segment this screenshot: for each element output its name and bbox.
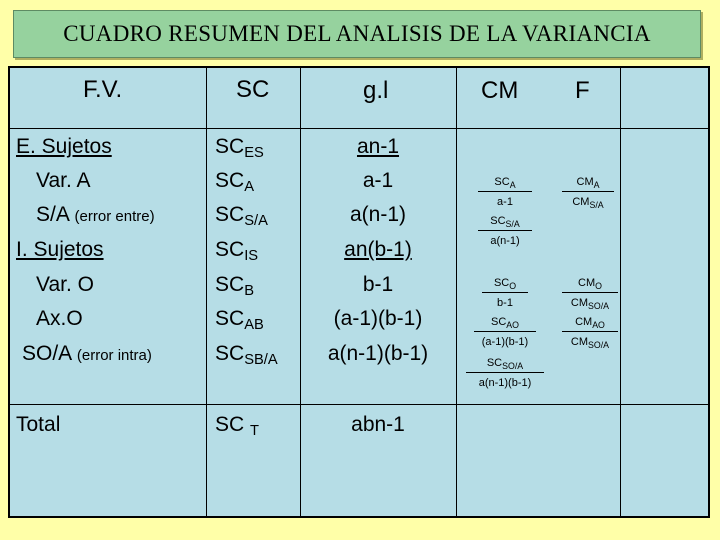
- fv-row: E. Sujetos: [16, 135, 112, 158]
- page-title: CUADRO RESUMEN DEL ANALISIS DE LA VARIANCIA: [13, 10, 701, 58]
- gl-row: b-1: [362, 273, 394, 296]
- row-divider: [8, 128, 710, 129]
- gl-row: an-1: [356, 135, 400, 158]
- header-f: F: [575, 77, 590, 104]
- sc-row: $SC_{AB}$: [215, 307, 264, 333]
- header-fv: F.V.: [83, 76, 123, 103]
- f-fraction: $CM_{AO}$ $CM_{SO/A}$: [562, 315, 618, 349]
- row-divider: [8, 404, 710, 405]
- f-fraction: $CM_A$ $CM_{S/A}$: [562, 175, 614, 209]
- header-gl: g.l: [363, 77, 389, 104]
- gl-row: a-1: [362, 169, 394, 192]
- cm-fraction: $SC_O$ b-1: [482, 276, 528, 310]
- cm-fraction: $SC_A$ a-1: [478, 175, 532, 209]
- gl-row: a(n-1)(b-1): [327, 342, 429, 365]
- cm-fraction: $SC_{SO/A}$ a(n-1)(b-1): [466, 356, 544, 390]
- gl-row: a(n-1): [349, 203, 407, 226]
- fv-row: Var. A: [36, 169, 91, 192]
- cm-fraction: $SC_{AO}$ (a-1)(b-1): [474, 315, 536, 349]
- total-fv: Total: [16, 413, 61, 436]
- column-divider: [620, 66, 621, 518]
- fv-row: Ax.O: [36, 307, 83, 330]
- column-divider: [456, 66, 457, 518]
- cm-fraction: $SC_{S/A}$ a(n-1): [478, 214, 532, 248]
- sc-row: $SC_B$: [215, 273, 254, 299]
- sc-row: $SC_{S/A}$: [215, 203, 268, 229]
- sc-row: $SC_A$: [215, 169, 254, 195]
- header-cm: CM: [481, 77, 519, 104]
- total-sc: SC $_T$: [215, 413, 260, 439]
- total-gl: abn-1: [351, 413, 405, 436]
- fv-row: SO/A (error intra): [22, 342, 152, 365]
- f-fraction: $CM_O$ $CM_{SO/A}$: [562, 276, 618, 310]
- sc-row: $SC_{SB/A}$: [215, 342, 278, 368]
- sc-row: $SC_{IS}$: [215, 238, 259, 264]
- header-sc: SC: [236, 76, 270, 103]
- gl-row: an(b-1): [344, 238, 412, 261]
- sc-row: $SC_{ES}$: [215, 135, 264, 161]
- gl-row: (a-1)(b-1): [333, 307, 423, 330]
- column-divider: [206, 66, 207, 518]
- fv-row: Var. O: [36, 273, 94, 296]
- fv-row: I. Sujetos: [16, 238, 104, 261]
- fv-row: S/A (error entre): [36, 203, 155, 226]
